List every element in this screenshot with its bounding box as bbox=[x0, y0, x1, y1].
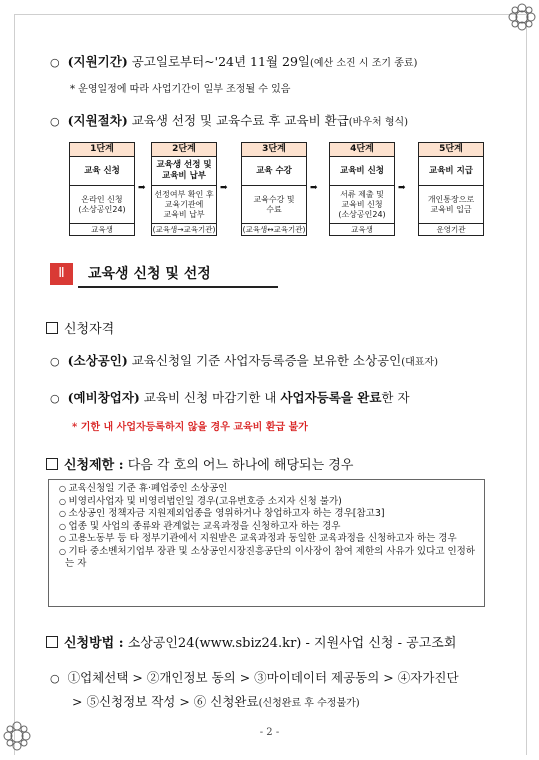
apply-period-line bbox=[50, 52, 417, 70]
step-actor: 운영기관 bbox=[418, 224, 484, 236]
step-actor: 교육생 bbox=[69, 224, 135, 236]
arrow-right-icon: ➡ bbox=[138, 183, 146, 193]
circle-bullet-icon: ○ bbox=[50, 355, 60, 368]
restriction-item: ○ 고용노동부 등 타 정부기관에서 지원받은 교육과정과 동일한 교육과정을 신청하고자 하는 경우 bbox=[57, 533, 476, 546]
step-stage: 4단계 bbox=[329, 142, 395, 157]
step-column bbox=[151, 142, 217, 236]
restriction-item: ○ 교육신청일 기준 휴·폐업중인 소상공인 bbox=[57, 483, 476, 496]
arrow-right-icon: ➡ bbox=[220, 183, 228, 193]
step-desc: 개인통장으로 교육비 입금 bbox=[418, 186, 484, 224]
circle-bullet-icon: ○ bbox=[50, 56, 60, 69]
apply-period-label: (지원기간) bbox=[67, 54, 128, 69]
checkbox-square-icon bbox=[46, 458, 58, 470]
pre-founder-text: 교육비 신청 마감기한 내 bbox=[139, 390, 281, 405]
restriction-box bbox=[48, 479, 485, 607]
method-steps-text: ①업체선택 > ②개인정보 동의 > ③마이데이터 제공동의 > ④자가진단 bbox=[67, 670, 459, 685]
step-actor: 교육생 bbox=[329, 224, 395, 236]
step-stage: 1단계 bbox=[69, 142, 135, 157]
restriction-text: 다음 각 호의 어느 하나에 해당되는 경우 bbox=[123, 458, 354, 473]
step-column bbox=[329, 142, 395, 236]
circle-bullet-icon: ○ bbox=[50, 115, 60, 128]
warning-note: * 기한 내 사업자등록하지 않을 경우 교육비 환급 불가 bbox=[72, 422, 308, 433]
method-text: 소상공인24(www.sbiz24.kr) - 지원사업 신청 - 공고조회 bbox=[123, 636, 457, 651]
eligibility-heading bbox=[46, 318, 114, 337]
page-number: - 2 - bbox=[259, 727, 280, 738]
process-table bbox=[69, 142, 519, 234]
procedure-label: (지원절차) bbox=[67, 113, 128, 128]
small-biz-label: (소상공인) bbox=[67, 353, 128, 368]
step-desc: 선정여부 확인 후 교육기관에 교육비 납부 bbox=[151, 186, 217, 224]
pre-founder-line bbox=[50, 388, 410, 406]
schedule-note: * 운영일정에 따라 사업기간이 일부 조정될 수 있음 bbox=[70, 84, 291, 95]
restriction-item: ○ 기타 중소벤처기업부 장관 및 소상공인시장진흥공단의 이사장이 참여 제한의 사유가 있다고 인정하는 자 bbox=[57, 546, 476, 571]
pre-founder-text-end: 한 자 bbox=[381, 390, 410, 405]
restriction-item: ○ 업종 및 사업의 종류와 관계없는 교육과정을 신청하고자 하는 경우 bbox=[57, 521, 476, 534]
checkbox-square-icon bbox=[46, 636, 58, 648]
pre-founder-label: (예비창업자) bbox=[67, 390, 140, 405]
section-number: Ⅱ bbox=[50, 263, 73, 285]
apply-period-note: (예산 소진 시 조기 종료) bbox=[309, 58, 418, 69]
step-title: 교육비 지급 bbox=[418, 157, 484, 186]
method-steps-line bbox=[50, 668, 459, 686]
small-biz-line bbox=[50, 351, 438, 369]
section-title: 교육생 신청 및 선정 bbox=[78, 262, 278, 288]
step-column bbox=[69, 142, 135, 236]
method-label: 신청방법 : bbox=[64, 636, 124, 651]
step-column bbox=[241, 142, 307, 236]
method-steps-text-2: > ⑤신청정보 작성 > ⑥ 신청완료 bbox=[72, 694, 259, 709]
restriction-item: ○ 비영리사업자 및 비영리법인일 경우(고유번호증 소지자 신청 불가) bbox=[57, 496, 476, 509]
checkbox-square-icon bbox=[46, 322, 58, 334]
floral-ornament-icon bbox=[505, 0, 539, 34]
restriction-item: ○ 소상공인 정책자금 지원제외업종을 영위하거나 창업하고자 하는 경우[참고3] bbox=[57, 508, 476, 521]
arrow-right-icon: ➡ bbox=[310, 183, 318, 193]
arrow-right-icon: ➡ bbox=[398, 183, 406, 193]
step-stage: 3단계 bbox=[241, 142, 307, 157]
step-title: 교육 수강 bbox=[241, 157, 307, 186]
step-title: 교육 신청 bbox=[69, 157, 135, 186]
step-desc: 교육수강 및 수료 bbox=[241, 186, 307, 224]
step-actor: (교육생→교육기관) bbox=[152, 225, 216, 234]
step-desc: 온라인 신청 (소상공인24) bbox=[69, 186, 135, 224]
circle-bullet-icon: ○ bbox=[50, 392, 60, 405]
step-title: 교육비 신청 bbox=[329, 157, 395, 186]
circle-bullet-icon: ○ bbox=[50, 672, 60, 685]
small-biz-text: 교육신청일 기준 사업자등록증을 보유한 소상공인 bbox=[127, 353, 402, 368]
apply-period-text: 공고일로부터~'24년 11월 29일 bbox=[127, 54, 310, 69]
procedure-note: (바우처 형식) bbox=[348, 117, 409, 128]
step-title: 교육생 선정 및 교육비 납부 bbox=[151, 157, 217, 186]
method-steps-line-2 bbox=[72, 692, 360, 710]
step-desc: 서류 제출 및 교육비 신청 (소상공인24) bbox=[329, 186, 395, 224]
restriction-heading bbox=[46, 454, 353, 473]
eligibility-label: 신청자격 bbox=[64, 322, 115, 337]
step-actor: (교육생↔교육기관) bbox=[242, 225, 306, 234]
method-steps-note: (신청완료 후 수정불가) bbox=[258, 698, 360, 709]
pre-founder-emphasis: 사업자등록을 완료 bbox=[280, 390, 382, 405]
step-column bbox=[418, 142, 484, 236]
method-heading bbox=[46, 632, 456, 651]
step-stage: 2단계 bbox=[151, 142, 217, 157]
restriction-label: 신청제한 : bbox=[64, 458, 124, 473]
procedure-text: 교육생 선정 및 교육수료 후 교육비 환급 bbox=[127, 113, 349, 128]
procedure-line bbox=[50, 111, 408, 129]
step-stage: 5단계 bbox=[418, 142, 484, 157]
small-biz-note: (대표자) bbox=[401, 357, 438, 368]
